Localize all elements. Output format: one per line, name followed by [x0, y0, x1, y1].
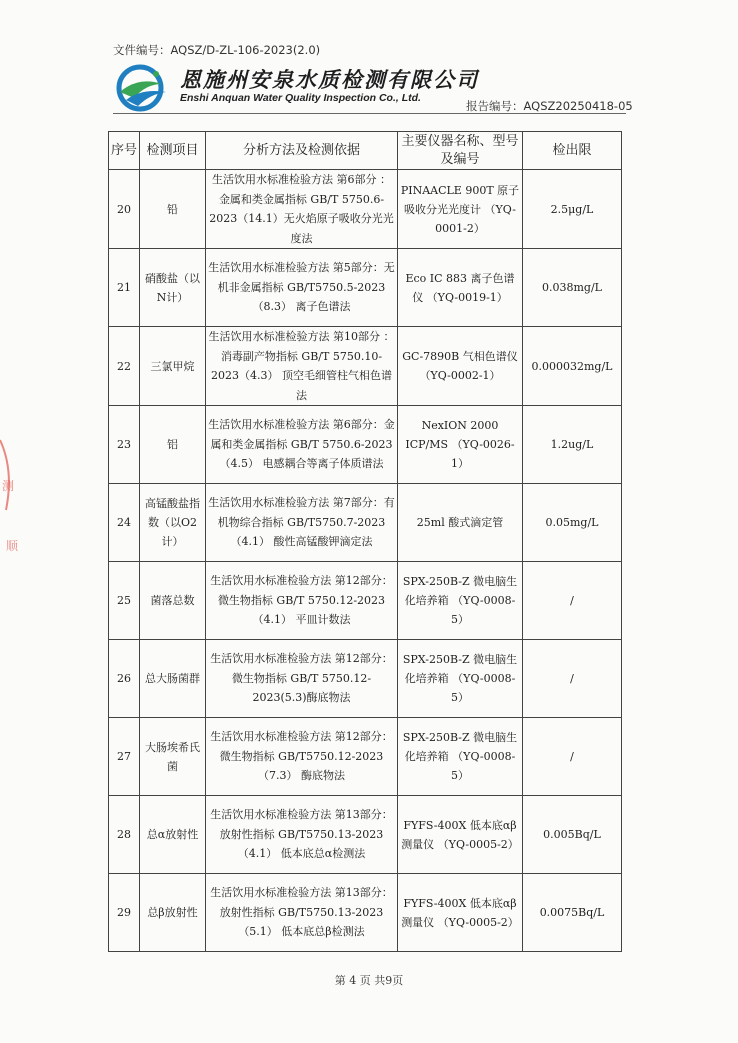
row-limit: 0.005Bq/L: [523, 796, 622, 874]
row-method: 生活饮用水标准检验方法 第5部分：无机非金属指标 GB/T5750.5-2023（8.3） 离子色谱法: [206, 249, 398, 327]
row-item: 菌落总数: [140, 562, 206, 640]
row-limit: /: [523, 562, 622, 640]
row-instrument: FYFS-400X 低本底αβ测量仪 （YQ-0005-2）: [398, 796, 523, 874]
row-limit: 1.2ug/L: [523, 406, 622, 484]
table-row: [109, 170, 622, 249]
row-method: 生活饮用水标准检验方法 第13部分：放射性指标 GB/T5750.13-2023（4.1） 低本底总α检测法: [206, 796, 398, 874]
seal-stamp-fragment: [0, 430, 22, 590]
company-name-en: Enshi Anquan Water Quality Inspection Co., Ltd.: [180, 92, 421, 104]
row-method: 生活饮用水标准检验方法 第12部分：微生物指标 GB/T5750.12-2023（7.3） 酶底物法: [206, 718, 398, 796]
svg-text:顺: 顺: [6, 539, 19, 553]
company-logo-icon: [112, 62, 176, 112]
header-item: 检测项目: [140, 132, 206, 170]
row-item: 三氯甲烷: [140, 327, 206, 406]
header-method: 分析方法及检测依据: [206, 132, 398, 170]
row-instrument: NexION 2000 ICP/MS （YQ-0026-1）: [398, 406, 523, 484]
row-no: 22: [109, 327, 140, 406]
row-limit: 0.05mg/L: [523, 484, 622, 562]
document-number: 文件编号：AQSZ/D-ZL-106-2023(2.0): [113, 43, 321, 57]
row-limit: 0.0075Bq/L: [523, 874, 622, 952]
row-no: 27: [109, 718, 140, 796]
row-limit: 2.5μg/L: [523, 170, 622, 249]
row-item: 总大肠菌群: [140, 640, 206, 718]
row-instrument: SPX-250B-Z 微电脑生化培养箱 （YQ-0008-5）: [398, 718, 523, 796]
table-row: [109, 406, 622, 484]
row-method: 生活饮用水标准检验方法 第7部分：有机物综合指标 GB/T5750.7-2023（4.1） 酸性高锰酸钾滴定法: [206, 484, 398, 562]
row-item: 硝酸盐（以N计）: [140, 249, 206, 327]
row-item: 铝: [140, 406, 206, 484]
page-number: 第 4 页 共9页: [334, 974, 404, 987]
row-no: 29: [109, 874, 140, 952]
test-methods-table: [108, 131, 622, 952]
table-row: [109, 718, 622, 796]
row-no: 24: [109, 484, 140, 562]
row-no: 26: [109, 640, 140, 718]
row-limit: /: [523, 640, 622, 718]
table-row: [109, 874, 622, 952]
row-method: 生活饮用水标准检验方法 第12部分：微生物指标 GB/T 5750.12-2023（4.1） 平皿计数法: [206, 562, 398, 640]
svg-text:测: 测: [2, 479, 15, 493]
row-instrument: SPX-250B-Z 微电脑生化培养箱 （YQ-0008-5）: [398, 562, 523, 640]
row-no: 20: [109, 170, 140, 249]
row-method: 生活饮用水标准检验方法 第13部分：放射性指标 GB/T5750.13-2023（5.1） 低本底总β检测法: [206, 874, 398, 952]
table-row: [109, 249, 622, 327]
row-item: 大肠埃希氏菌: [140, 718, 206, 796]
row-limit: 0.038mg/L: [523, 249, 622, 327]
row-limit: /: [523, 718, 622, 796]
row-no: 21: [109, 249, 140, 327]
table-row: [109, 640, 622, 718]
row-method: 生活饮用水标准检验方法 第6部分 ：金属和类金属指标 GB/T 5750.6-2023（14.1）无火焰原子吸收分光光度法: [206, 170, 398, 249]
header-no: 序号: [109, 132, 140, 170]
row-method: 生活饮用水标准检验方法 第10部分 ：消毒副产物指标 GB/T 5750.10-2023（4.3） 顶空毛细管柱气相色谱法: [206, 327, 398, 406]
header-divider: [113, 113, 626, 114]
row-item: 总β放射性: [140, 874, 206, 952]
row-instrument: SPX-250B-Z 微电脑生化培养箱 （YQ-0008-5）: [398, 640, 523, 718]
table-row: [109, 484, 622, 562]
report-number: 报告编号：AQSZ20250418-05: [466, 99, 633, 113]
table-row: [109, 562, 622, 640]
row-no: 25: [109, 562, 140, 640]
row-instrument: GC-7890B 气相色谱仪 （YQ-0002-1）: [398, 327, 523, 406]
row-instrument: PINAACLE 900T 原子吸收分光光度计 （YQ-0001-2）: [398, 170, 523, 249]
table-row: [109, 327, 622, 406]
header-instrument: 主要仪器名称、型号及编号: [398, 132, 523, 170]
table-row: [109, 796, 622, 874]
row-item: 总α放射性: [140, 796, 206, 874]
row-limit: 0.000032mg/L: [523, 327, 622, 406]
row-instrument: Eco IC 883 离子色谱仪 （YQ-0019-1）: [398, 249, 523, 327]
company-name-cn: 恩施州安泉水质检测有限公司: [180, 67, 479, 92]
row-no: 28: [109, 796, 140, 874]
row-instrument: FYFS-400X 低本底αβ测量仪 （YQ-0005-2）: [398, 874, 523, 952]
row-method: 生活饮用水标准检验方法 第12部分：微生物指标 GB/T 5750.12-2023(5.3)酶底物法: [206, 640, 398, 718]
row-instrument: 25ml 酸式滴定管: [398, 484, 523, 562]
row-item: 铅: [140, 170, 206, 249]
row-item: 高锰酸盐指数（以O2计）: [140, 484, 206, 562]
table-header-row: [109, 132, 622, 170]
row-no: 23: [109, 406, 140, 484]
header-limit: 检出限: [523, 132, 622, 170]
row-method: 生活饮用水标准检验方法 第6部分：金属和类金属指标 GB/T 5750.6-2023（4.5） 电感耦合等离子体质谱法: [206, 406, 398, 484]
